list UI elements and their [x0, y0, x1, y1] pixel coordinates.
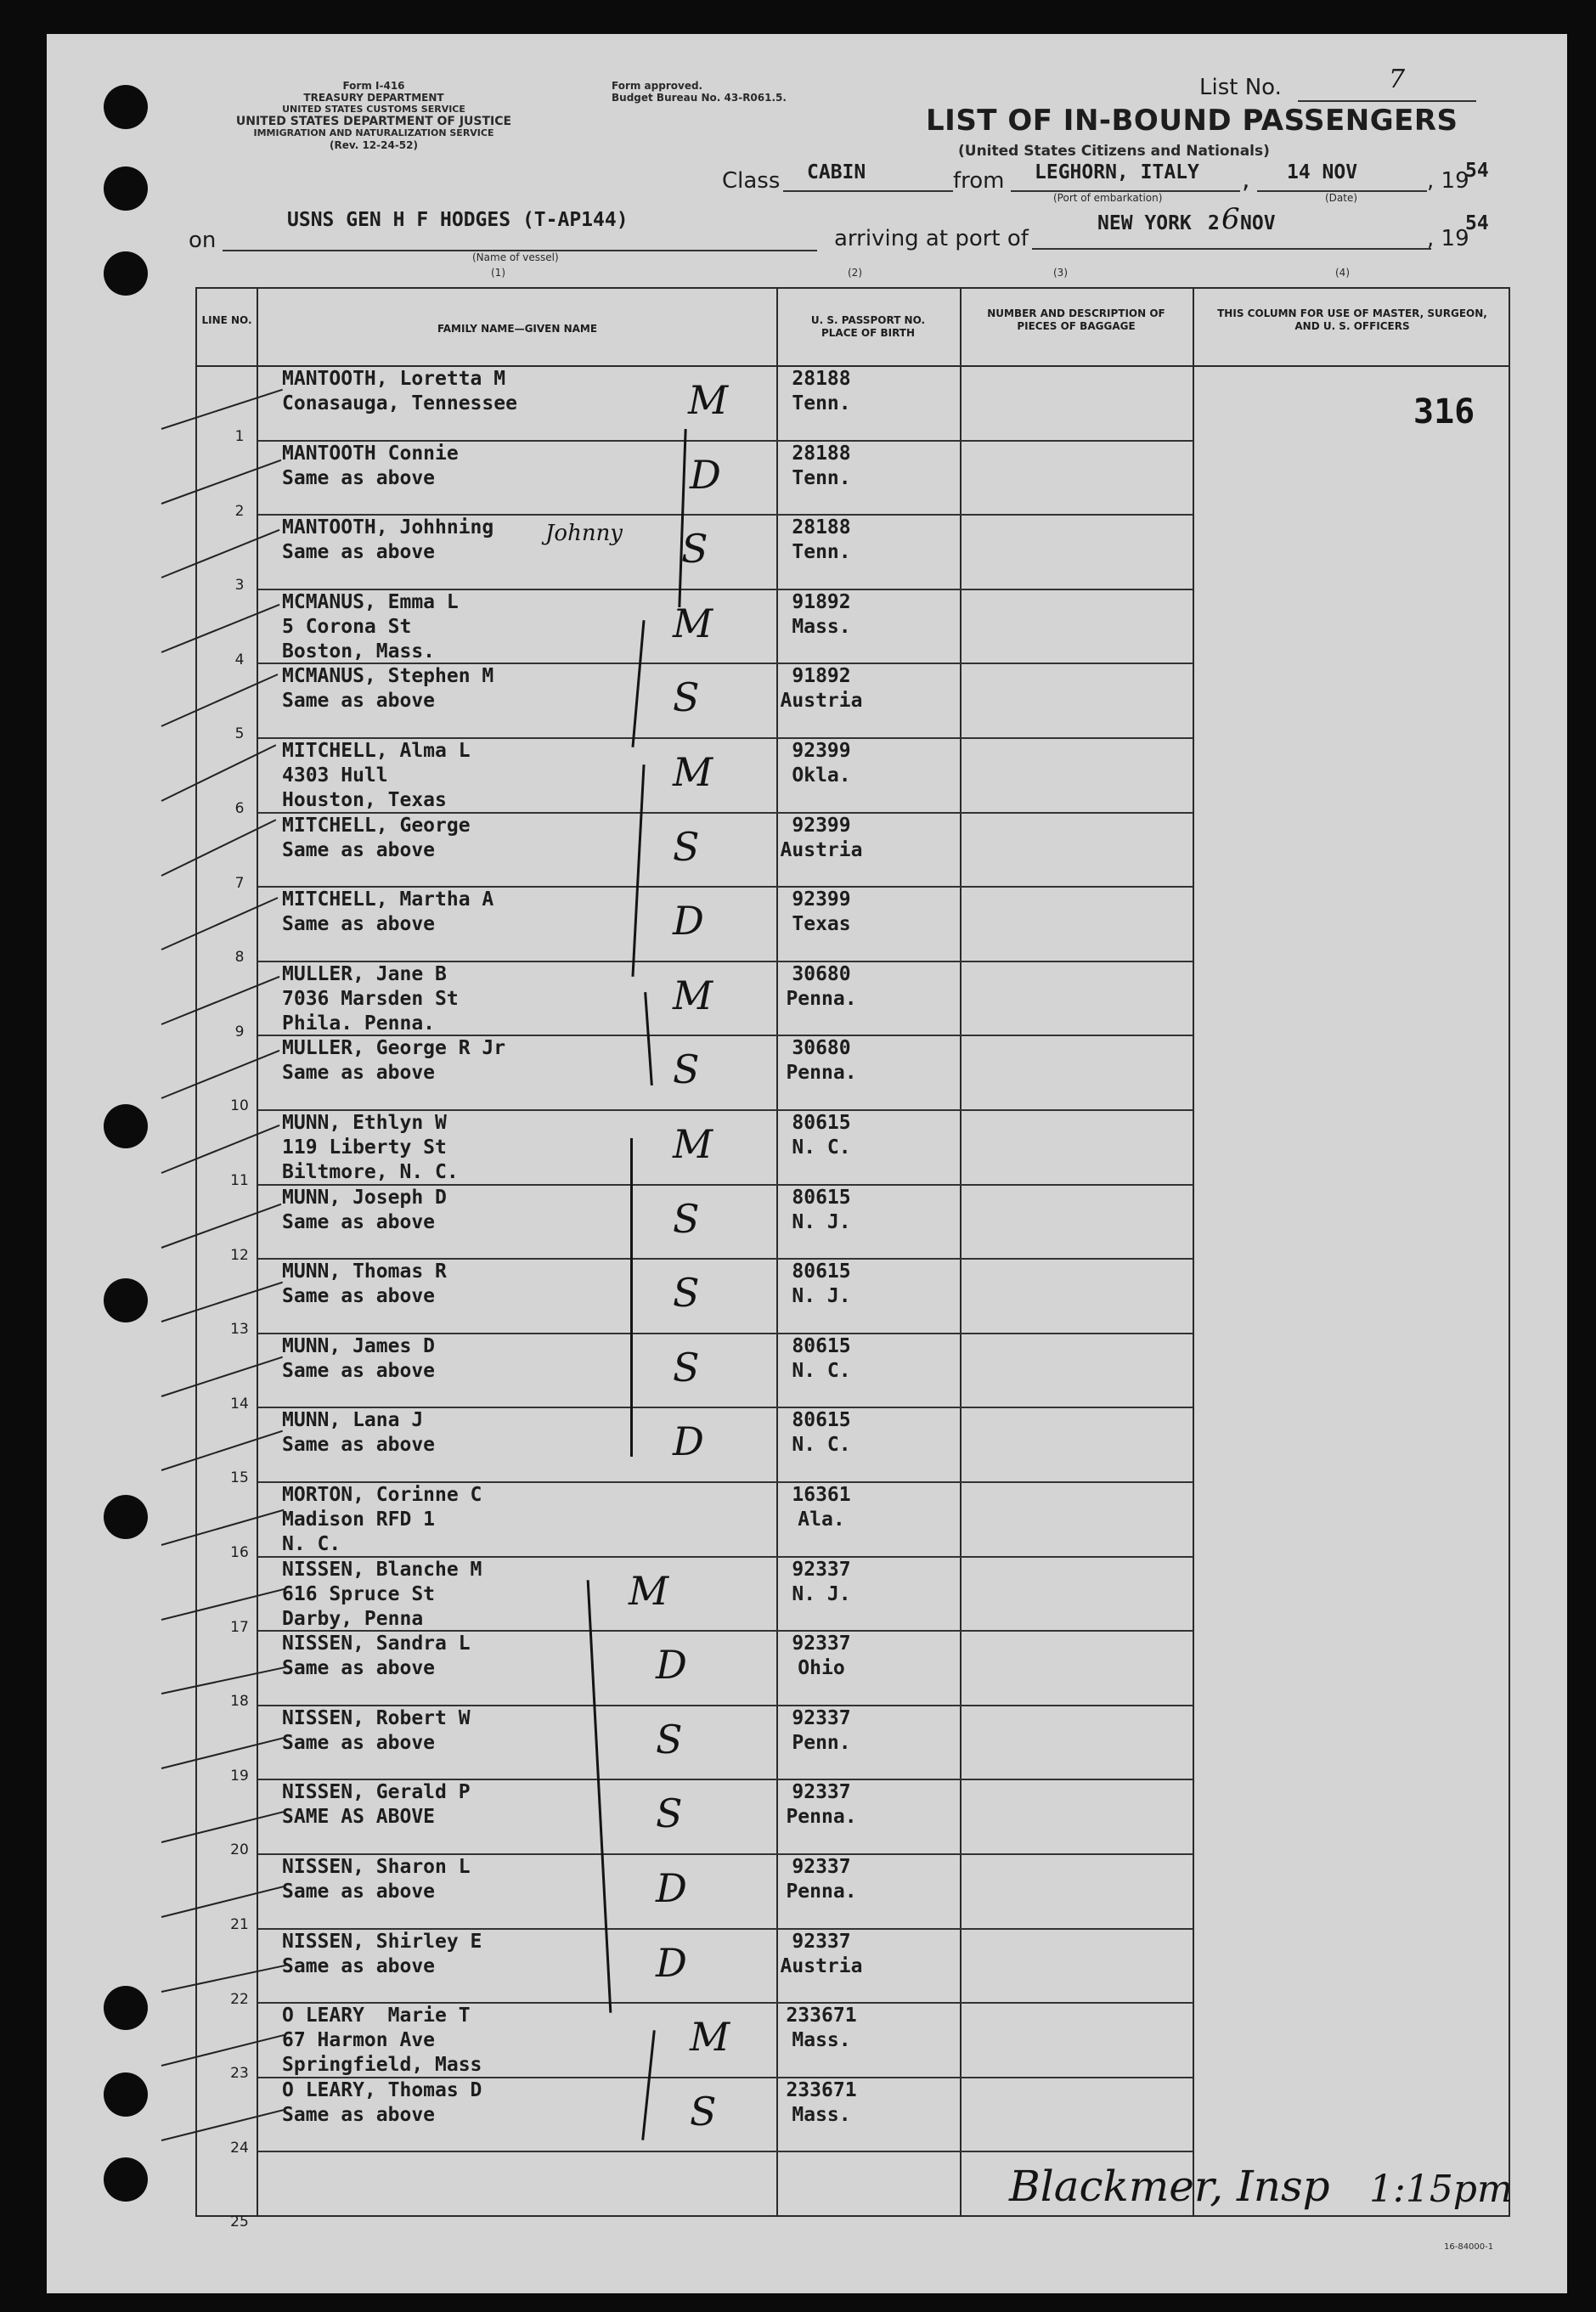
binder-hole	[104, 1495, 148, 1539]
inspector-signature: Blackmer, Insp	[1009, 2162, 1330, 2211]
passenger-name-address: MITCHELL, Martha A Same as above	[282, 888, 494, 936]
table-row	[197, 1558, 1509, 1636]
list-no-value: 7	[1389, 65, 1406, 94]
table-row	[197, 664, 1509, 743]
year2-prefix: , 19	[1427, 226, 1469, 251]
passenger-name-address: MANTOOTH, Johhning Same as above	[282, 516, 494, 564]
col-num-4: (4)	[1335, 267, 1350, 279]
vessel-caption: (Name of vessel)	[472, 251, 559, 263]
passport-birthplace: 30680 Penna.	[786, 1037, 857, 1085]
line-number: 8	[234, 949, 245, 967]
col-num-3: (3)	[1053, 267, 1068, 279]
passport-birthplace: 80615 N. C.	[792, 1409, 851, 1457]
relationship-code: D	[673, 1418, 704, 1465]
table-row	[197, 888, 1509, 967]
passenger-name-address: MUNN, Ethlyn W 119 Liberty St Biltmore, N. C.	[282, 1112, 459, 1183]
passport-birthplace: 233671 Mass.	[786, 2005, 857, 2052]
from-label: from	[953, 168, 1005, 194]
line-number: 20	[230, 1841, 249, 1859]
passenger-name-address: MCMANUS, Emma L 5 Corona St Boston, Mass.	[282, 590, 459, 663]
footer-code: 16-84000-1	[1444, 2242, 1494, 2252]
budget-block	[612, 80, 787, 104]
relationship-code: D	[656, 1865, 687, 1911]
handwritten-correction: Johnny	[545, 521, 623, 547]
relationship-code: S	[656, 1716, 683, 1762]
embark-year-value: 54	[1465, 160, 1489, 182]
table-row	[197, 1706, 1509, 1785]
binder-hole	[104, 251, 148, 296]
line-number: 9	[234, 1023, 245, 1040]
relationship-code: S	[673, 1344, 700, 1390]
table-row	[197, 1186, 1509, 1264]
passport-birthplace: 28188 Tenn.	[792, 368, 851, 414]
relationship-code: M	[673, 749, 713, 795]
binder-hole	[104, 166, 148, 211]
vessel-name-value: USNS GEN H F HODGES (T-AP144)	[287, 209, 629, 231]
passport-birthplace: 92399 Okla.	[792, 740, 851, 787]
table-row	[197, 442, 1509, 520]
passport-birthplace: 80615 N. J.	[792, 1260, 851, 1308]
passport-birthplace: 16361 Ala.	[792, 1484, 851, 1531]
form-approved: Form approved.	[612, 80, 703, 92]
passenger-name-address: MUNN, James D Same as above	[282, 1334, 436, 1382]
passenger-name-address: NISSEN, Robert W Same as above	[282, 1706, 471, 1754]
line-number: 11	[230, 1172, 249, 1189]
table-row	[197, 1632, 1509, 1711]
table-row	[197, 2004, 1509, 2083]
line-number: 22	[230, 1990, 249, 2008]
passenger-name-address: MANTOOTH Connie Same as above	[282, 442, 459, 489]
relationship-code: M	[673, 1121, 713, 1167]
line-number: 5	[234, 725, 245, 743]
passenger-name-address: MUNN, Joseph D Same as above	[282, 1186, 447, 1233]
arrival-year-value: 54	[1465, 212, 1489, 234]
relationship-code: S	[673, 823, 700, 870]
passenger-name-address: MITCHELL, Alma L 4303 Hull Houston, Texas	[282, 740, 471, 811]
line-number: 14	[230, 1395, 249, 1413]
passport-birthplace: 92337 Penn.	[792, 1706, 851, 1754]
line-number: 23	[230, 2065, 249, 2083]
table-row	[197, 1483, 1509, 1561]
col-num-1: (1)	[491, 267, 505, 279]
line-number: 4	[234, 651, 245, 668]
passport-birthplace: 30680 Penna.	[786, 962, 857, 1010]
passport-birthplace: 92337 Austria	[780, 1930, 863, 1977]
passenger-name-address: MORTON, Corinne C Madison RFD 1 N. C.	[282, 1484, 482, 1555]
passenger-name-address: MULLER, George R Jr Same as above	[282, 1037, 506, 1085]
binder-hole	[104, 1986, 148, 2030]
embark-date-value: 14 NOV	[1287, 161, 1358, 183]
line-number: 12	[230, 1246, 249, 1264]
relationship-code: S	[673, 1046, 700, 1093]
line-number: 3	[234, 577, 245, 595]
relationship-code: S	[690, 2088, 717, 2134]
passenger-name-address: MUNN, Lana J Same as above	[282, 1409, 436, 1457]
table-row	[197, 1111, 1509, 1189]
passenger-name-address: NISSEN, Sandra L Same as above	[282, 1632, 471, 1680]
ins-service: IMMIGRATION AND NATURALIZATION SERVICE	[253, 127, 494, 138]
relationship-code: D	[656, 1642, 687, 1689]
table-row	[197, 590, 1509, 668]
passenger-name-address: MULLER, Jane B 7036 Marsden St Phila. Penna.	[282, 962, 459, 1035]
passport-birthplace: 92337 N. J.	[792, 1558, 851, 1605]
passenger-name-address: NISSEN, Shirley E Same as above	[282, 1930, 482, 1977]
comma: ,	[1242, 165, 1250, 195]
arrival-underline	[1032, 248, 1431, 250]
relationship-code: D	[673, 898, 704, 945]
table-row	[197, 814, 1509, 892]
form-agency-block	[178, 80, 569, 151]
class-label: Class	[722, 168, 781, 194]
arrival-month-value: NOV	[1240, 212, 1276, 234]
relationship-code: S	[681, 526, 708, 572]
relationship-code: M	[673, 972, 713, 1018]
line-number: 18	[230, 1693, 249, 1711]
arrival-day-value: 2	[1208, 212, 1220, 234]
line-number: 25	[230, 2213, 249, 2231]
embark-port-value: LEGHORN, ITALY	[1035, 161, 1199, 183]
table-row	[197, 1408, 1509, 1487]
passenger-table	[195, 287, 1510, 2231]
budget-number: Budget Bureau No. 43-R061.5.	[612, 92, 787, 104]
line-number: 21	[230, 1916, 249, 1933]
line-number: 13	[230, 1321, 249, 1339]
class-value: CABIN	[807, 161, 866, 183]
passport-birthplace: 92337 Penna.	[786, 1781, 857, 1829]
line-number: 2	[234, 502, 245, 520]
list-no-underline	[1298, 100, 1476, 102]
table-row	[197, 1780, 1509, 1859]
passport-birthplace: 80615 N. J.	[792, 1186, 851, 1233]
port-embark-caption: (Port of embarkation)	[1053, 192, 1163, 204]
relationship-code: S	[673, 674, 700, 721]
passport-birthplace: 80615 N. C.	[792, 1112, 851, 1159]
passenger-name-address: MUNN, Thomas R Same as above	[282, 1260, 447, 1308]
table-row	[197, 2078, 1509, 2157]
relationship-code: D	[656, 1939, 687, 1986]
line-number: 6	[234, 800, 245, 817]
col-num-2: (2)	[848, 267, 862, 279]
line-number: 24	[230, 2139, 249, 2157]
table-row	[197, 1855, 1509, 1933]
passport-birthplace: 91892 Mass.	[792, 590, 851, 638]
col-header-passport: U. S. PASSPORT NO. PLACE OF BIRTH	[810, 314, 926, 339]
year-prefix: , 19	[1427, 168, 1469, 194]
passenger-name-address: O LEARY Marie T 67 Harmon Ave Springfield, Mass	[282, 2005, 482, 2077]
signature-time: 1:15pm	[1369, 2168, 1513, 2211]
table-row	[197, 739, 1509, 817]
line-number: 19	[230, 1767, 249, 1785]
passport-birthplace: 28188 Tenn.	[792, 442, 851, 489]
line-number: 16	[230, 1544, 249, 1561]
document-title: LIST OF IN-BOUND PASSENGERS	[926, 104, 1458, 138]
passport-birthplace: 92337 Penna.	[786, 1856, 857, 1903]
table-row	[197, 1260, 1509, 1339]
date-caption: (Date)	[1325, 192, 1358, 204]
revision-date: (Rev. 12-24-52)	[330, 139, 418, 151]
officer-stamp-number: 316	[1413, 392, 1475, 431]
relationship-code: S	[673, 1195, 700, 1242]
passport-birthplace: 92399 Austria	[780, 814, 863, 861]
relationship-code: S	[673, 1270, 700, 1317]
passport-birthplace: 92399 Texas	[792, 888, 851, 936]
passenger-name-address: MITCHELL, George Same as above	[282, 814, 471, 861]
col-header-name: FAMILY NAME—GIVEN NAME	[437, 323, 598, 335]
table-row	[197, 516, 1509, 595]
justice-dept: UNITED STATES DEPARTMENT OF JUSTICE	[235, 115, 512, 128]
passenger-name-address: NISSEN, Gerald P SAME AS ABOVE	[282, 1781, 471, 1829]
passport-birthplace: 80615 N. C.	[792, 1334, 851, 1382]
table-row	[197, 962, 1509, 1040]
on-label: on	[189, 228, 217, 253]
relationship-code: M	[629, 1567, 669, 1614]
table-row	[197, 1334, 1509, 1413]
table-row	[197, 367, 1509, 445]
passport-birthplace: 28188 Tenn.	[792, 516, 851, 564]
passport-birthplace: 92337 Ohio	[792, 1632, 851, 1680]
line-number: 1	[234, 428, 245, 445]
table-row	[197, 1036, 1509, 1115]
document-subtitle: (United States Citizens and Nationals)	[958, 143, 1270, 160]
treasury-dept: TREASURY DEPARTMENT	[303, 92, 444, 104]
relationship-code: D	[690, 451, 721, 498]
line-number: 7	[234, 874, 245, 892]
relationship-code: M	[690, 2014, 730, 2061]
binder-hole	[104, 85, 148, 129]
col-header-line-no: LINE NO.	[201, 314, 252, 326]
relationship-code: S	[656, 1790, 683, 1837]
table-row	[197, 1930, 1509, 2008]
line-number: 17	[230, 1618, 249, 1636]
passenger-name-address: MCMANUS, Stephen M Same as above	[282, 665, 494, 713]
class-underline	[783, 190, 953, 192]
passenger-name-address: NISSEN, Sharon L Same as above	[282, 1856, 471, 1903]
line-number: 15	[230, 1469, 249, 1487]
binder-hole	[104, 1104, 148, 1148]
col-header-baggage: NUMBER AND DESCRIPTION OF PIECES OF BAGGAGE	[987, 307, 1165, 332]
passport-birthplace: 233671 Mass.	[786, 2078, 857, 2126]
relationship-code: M	[673, 600, 713, 646]
line-number: 10	[230, 1097, 249, 1115]
passenger-name-address: MANTOOTH, Loretta M Conasauga, Tennessee	[282, 368, 517, 414]
binder-hole	[104, 2072, 148, 2117]
customs-service: UNITED STATES CUSTOMS SERVICE	[282, 104, 465, 115]
arrival-day-handwritten: 6	[1221, 202, 1240, 236]
binder-hole	[104, 1278, 148, 1322]
relationship-code: M	[688, 377, 729, 423]
passenger-name-address: O LEARY, Thomas D Same as above	[282, 2078, 482, 2126]
form-number: Form I-416	[342, 80, 405, 92]
arrival-port-value: NEW YORK	[1097, 212, 1192, 234]
passenger-name-address: NISSEN, Blanche M 616 Spruce St Darby, Penna	[282, 1558, 482, 1630]
passport-birthplace: 91892 Austria	[780, 665, 863, 713]
binder-hole	[104, 2157, 148, 2202]
list-no-label: List No.	[1199, 75, 1282, 100]
col-header-officers: THIS COLUMN FOR USE OF MASTER, SURGEON, AND U. S. OFFICERS	[1217, 307, 1487, 332]
arriving-label: arriving at port of	[834, 226, 1029, 251]
family-bracket	[630, 1138, 633, 1457]
